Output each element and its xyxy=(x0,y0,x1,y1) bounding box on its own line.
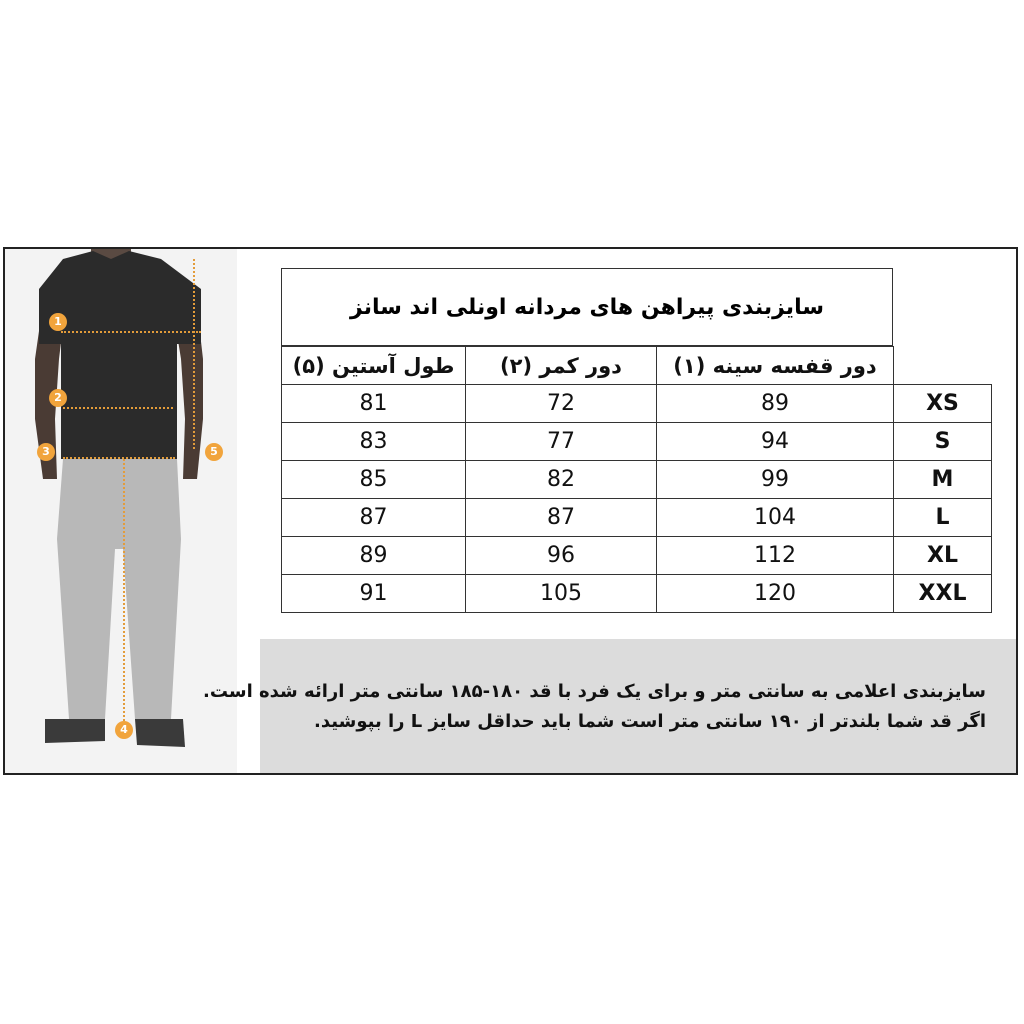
size-label: XS xyxy=(894,385,992,423)
table-row xyxy=(282,575,992,613)
note-line-1: سایزبندی اعلامی به سانتی متر و برای یک فرد با قد ۱۸۰-۱۸۵ سانتی متر ارائه شده است. xyxy=(203,681,986,702)
sleeve-value: 85 xyxy=(282,461,466,499)
chest-value: 99 xyxy=(657,461,894,499)
sleeve-value: 83 xyxy=(282,423,466,461)
sleeve-value: 91 xyxy=(282,575,466,613)
waist-value: 96 xyxy=(466,537,657,575)
chest-value: 104 xyxy=(657,499,894,537)
chest-measure-line xyxy=(61,331,201,333)
waist-value: 72 xyxy=(466,385,657,423)
inseam-measure-line xyxy=(123,459,125,721)
table-row xyxy=(282,423,992,461)
marker-3: 3 xyxy=(37,443,55,461)
sleeve-measure-line xyxy=(193,259,195,449)
chest-value: 89 xyxy=(657,385,894,423)
hip-measure-line xyxy=(63,457,175,459)
sleeve-value: 81 xyxy=(282,385,466,423)
chart-title: سایزبندی پیراهن های مردانه اونلی اند سانز xyxy=(281,268,893,346)
marker-1: 1 xyxy=(49,313,67,331)
chest-value: 94 xyxy=(657,423,894,461)
note-line-2: اگر قد شما بلندتر از ۱۹۰ سانتی متر است شما باید حداقل سایز L را بپوشید. xyxy=(314,711,986,732)
size-label: L xyxy=(894,499,992,537)
marker-2: 2 xyxy=(49,389,67,407)
waist-value: 77 xyxy=(466,423,657,461)
size-note xyxy=(203,639,1016,773)
sleeve-value: 87 xyxy=(282,499,466,537)
table-row xyxy=(282,499,992,537)
size-table xyxy=(281,346,992,613)
header-blank xyxy=(894,347,992,385)
table-header-row xyxy=(282,347,992,385)
size-label: S xyxy=(894,423,992,461)
waist-value: 82 xyxy=(466,461,657,499)
size-label: XL xyxy=(894,537,992,575)
table-row xyxy=(282,385,992,423)
header-waist: دور کمر (۲) xyxy=(466,347,657,385)
table-row xyxy=(282,537,992,575)
chest-value: 112 xyxy=(657,537,894,575)
marker-5: 5 xyxy=(205,443,223,461)
chest-value: 120 xyxy=(657,575,894,613)
size-label: XXL xyxy=(894,575,992,613)
marker-4: 4 xyxy=(115,721,133,739)
waist-measure-line xyxy=(63,407,173,409)
header-sleeve: طول آستین (۵) xyxy=(282,347,466,385)
size-chart-frame xyxy=(3,247,1018,775)
sleeve-value: 89 xyxy=(282,537,466,575)
waist-value: 87 xyxy=(466,499,657,537)
header-chest: دور قفسه سینه (۱) xyxy=(657,347,894,385)
size-label: M xyxy=(894,461,992,499)
table-row xyxy=(282,461,992,499)
waist-value: 105 xyxy=(466,575,657,613)
